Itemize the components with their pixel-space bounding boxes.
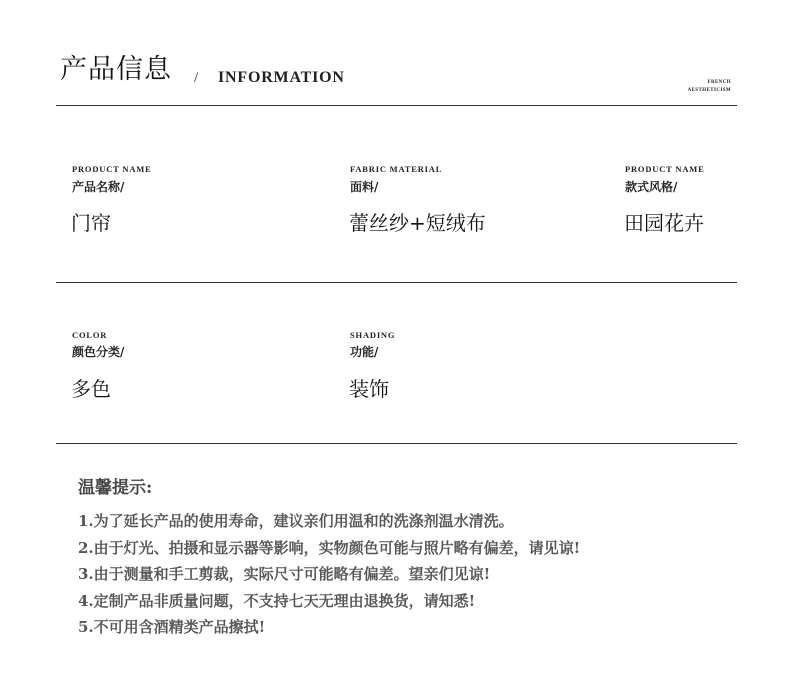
fabric-material-label-zh: 面料/ [350,180,379,194]
fabric-material-value: 蕾丝纱+短绒布 [349,211,486,235]
brand-mark [688,79,731,95]
divider-top [56,105,737,106]
divider-bottom [56,443,737,444]
brand-line-2: AESTHETICISM [687,88,731,93]
style-label-zh: 款式风格/ [625,180,678,194]
page-title-english: INFORMATION [218,69,345,86]
notice-item-3: 3.由于测量和手工剪裁，实际尺寸可能略有偏差。望亲们见谅! [78,565,491,583]
product-name-value: 门帘 [71,211,111,235]
notice-item-5: 5.不可用含酒精类产品擦拭! [78,618,266,636]
notice-item-4: 4.定制产品非质量问题，不支持七天无理由退换货，请知悉! [78,592,476,610]
title-separator: / [194,70,199,86]
brand-line-1: FRENCH [707,80,731,85]
color-label-zh: 颜色分类/ [72,345,125,359]
product-name-label-en: PRODUCT NAME [72,164,152,174]
style-value: 田园花卉 [624,211,704,235]
fabric-material-label-en: FABRIC MATERIAL [350,164,443,174]
notice-title: 温馨提示: [78,478,153,498]
function-label-en: SHADING [350,330,396,340]
color-label-en: COLOR [72,330,108,340]
notice-item-2: 2.由于灯光、拍摄和显示器等影响，实物颜色可能与照片略有偏差，请见谅! [78,539,581,557]
divider-middle [56,282,737,283]
page-title: 产品信息 [60,54,172,85]
function-label-zh: 功能/ [350,345,379,359]
color-value: 多色 [71,377,111,401]
product-name-label-zh: 产品名称/ [72,180,125,194]
notice-item-1: 1.为了延长产品的使用寿命，建议亲们用温和的洗涤剂温水清洗。 [78,512,514,530]
style-label-en: PRODUCT NAME [625,164,705,174]
function-value: 装饰 [349,377,389,401]
